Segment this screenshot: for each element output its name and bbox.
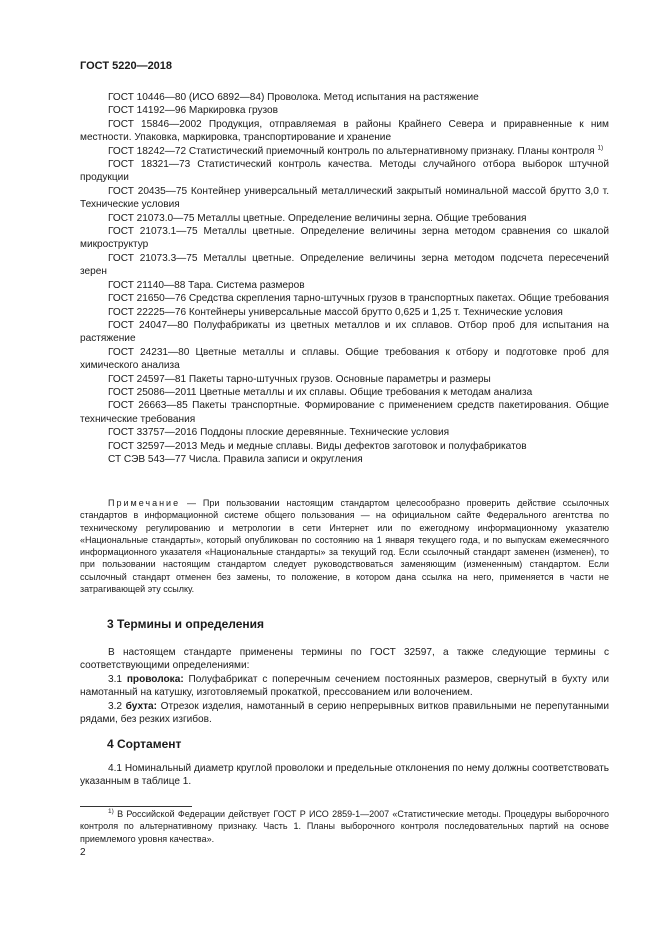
section-3-body (80, 646, 609, 726)
footnote-marker: 1) (597, 144, 604, 152)
document-header: ГОСТ 5220—2018 (80, 60, 173, 72)
reference-item: ГОСТ 21650—76 Средства скрепления тарно-штучных грузов в транспортных пакетах. Общие требования (108, 293, 609, 305)
term-name: проволока: (126, 673, 184, 685)
term-number: 3.1 (108, 673, 127, 685)
footnote-divider (80, 806, 192, 807)
footnote (80, 808, 609, 845)
reference-item: ГОСТ 20435—75 Контейнер универсальный металлический закрытый номинальной массой брутто 3,0 т. Технические условия (80, 185, 609, 211)
reference-item: ГОСТ 21140—88 Тара. Система размеров (108, 279, 305, 291)
normative-references-list (80, 91, 609, 466)
reference-item: ГОСТ 26663—85 Пакеты транспортные. Формирование с применением средств пакетирования. Общие технические требования (80, 400, 609, 425)
page-number: 2 (80, 847, 86, 858)
reference-item: ГОСТ 24597—81 Пакеты тарно-штучных грузов. Основные параметры и размеры (108, 373, 491, 385)
reference-item: ГОСТ 22225—76 Контейнеры универсальные массой брутто 0,625 и 1,25 т. Технические условия (108, 306, 563, 318)
reference-item: ГОСТ 21073.0—75 Металлы цветные. Определение величины зерна. Общие требования (108, 212, 527, 224)
reference-item: ГОСТ 14192—96 Маркировка грузов (108, 105, 279, 117)
note-paragraph (80, 497, 609, 595)
term-definition-coil (80, 700, 609, 727)
reference-item: ГОСТ 33757—2016 Поддоны плоские деревянные. Технические условия (108, 427, 450, 439)
section-4-title: 4 Сортамент (107, 737, 182, 751)
note-block (80, 497, 609, 595)
term-definition-wire (80, 673, 609, 700)
reference-item: ГОСТ 25086—2011 Цветные металлы и их сплавы. Общие требования к методам анализа (108, 386, 533, 398)
section-3-intro: В настоящем стандарте применены термины по ГОСТ 32597, а также следующие термины с соответствующими определениями: (80, 647, 609, 672)
reference-item: ГОСТ 21073.1—75 Металлы цветные. Определение величины зерна методом сравнения со шкалой микроструктур (80, 226, 609, 251)
term-number: 3.2 (108, 700, 126, 712)
reference-item: ГОСТ 32597—2013 Медь и медные сплавы. Виды дефектов заготовок и полуфабрикатов (108, 440, 527, 452)
term-definition: Полуфабрикат с поперечным сечением постоянных размеров, свернутый в бухту или намотанный на катушку, изготовляемый прокаткой, прессованием или волочением. (80, 673, 609, 699)
footnote-paragraph (80, 808, 609, 845)
reference-item: ГОСТ 24047—80 Полуфабрикаты из цветных металлов и их сплавов. Отбор проб для испытания на растяжение (80, 319, 609, 345)
section-4-body (80, 762, 609, 789)
reference-item: ГОСТ 18321—73 Статистический контроль качества. Методы случайного отбора выборок штучной продукции (80, 159, 609, 184)
note-label: Примечание (108, 498, 181, 508)
footnote-text: В Российской Федерации действует ГОСТ Р ИСО 2859-1—2007 «Статистические методы. Процедуры выборочного контроля по альтернативному признаку. Часть 1. Планы выборочного контроля последовательных партий на основе приемлемого уровня качества». (80, 809, 609, 844)
reference-item: СТ СЭВ 543—77 Числа. Правила записи и округления (108, 453, 363, 465)
section-4-paragraph: 4.1 Номинальный диаметр круглой проволоки и предельные отклонения по нему должны соответствовать указанным в таблице 1. (80, 763, 609, 788)
reference-item: ГОСТ 15846—2002 Продукция, отправляемая в районы Крайнего Севера и приравненные к ним местности. Упаковка, маркировка, транспортирование и хранение (80, 118, 609, 144)
reference-text: ГОСТ 18242—72 Статистический приемочный контроль по альтернативному признаку. Планы контроля (108, 145, 595, 157)
footnote-mark: 1) (108, 808, 114, 815)
term-name: бухта: (125, 700, 158, 712)
reference-item: ГОСТ 21073.3—75 Металлы цветные. Определение величины зерна методом подсчета пересечений зерен (80, 252, 609, 278)
term-definition: Отрезок изделия, намотанный в серию непрерывных витков правильными не перепутанными рядами, без резких изгибов. (80, 700, 609, 726)
note-text: — При пользовании настоящим стандартом целесообразно проверить действие ссылочных стандартов в информационной системе общего пользования — на официальном сайте Федерального агентства по техническому регулированию и метрологии в сети Интернет или по ежегодному информационному указателю «Национальные стандарты», который опубликован по состоянию на 1 января текущего года, и по выпускам ежемесячного информационного указателя «Национальные стандарты» за текущий год. Если ссылочный стандарт заменен (изменен), то при пользовании настоящим стандартом следует руководствоваться заменяющим (измененным) стандартом. Если ссылочный стандарт отменен без замены, то положение, в котором дана ссылка на него, применяется в части не затрагивающей эту ссылку. (80, 498, 609, 595)
section-3-title: 3 Термины и определения (107, 617, 265, 631)
reference-item: ГОСТ 10446—80 (ИСО 6892—84) Проволока. Метод испытания на растяжение (108, 92, 479, 103)
reference-item-18242 (80, 145, 609, 158)
reference-item: ГОСТ 24231—80 Цветные металлы и сплавы. Общие требования к отбору и подготовке проб для химического анализа (80, 346, 609, 372)
